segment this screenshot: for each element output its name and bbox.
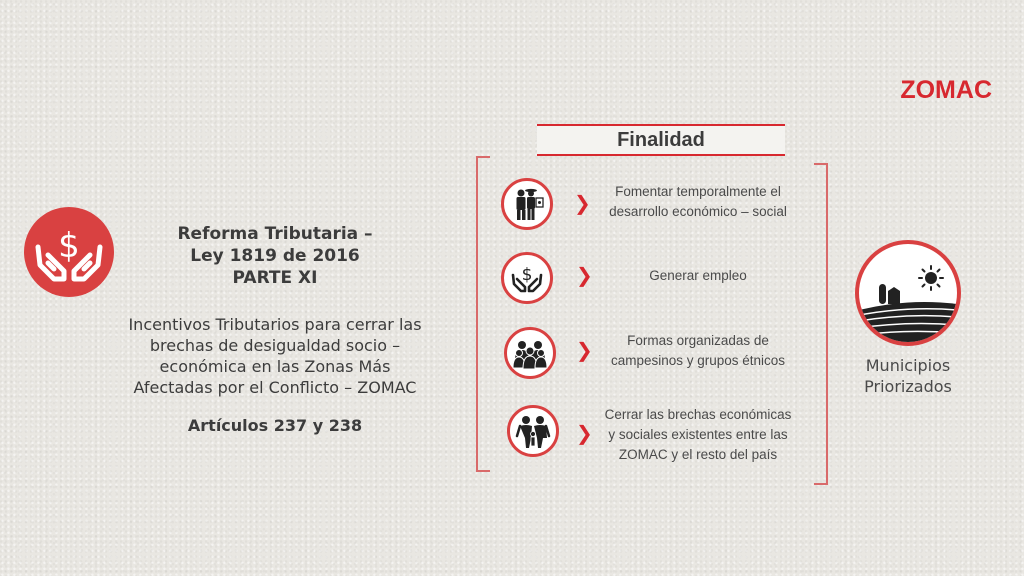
- reform-description: [110, 314, 440, 398]
- right-bracket: [814, 163, 828, 485]
- farm-field-sun-icon: [855, 240, 961, 346]
- municipios-label-line: Priorizados: [864, 377, 952, 396]
- item-text-line: desarrollo económico – social: [609, 204, 787, 219]
- reform-title: [110, 223, 440, 289]
- finalidad-item-1: [592, 182, 804, 222]
- finalidad-header: Finalidad: [537, 124, 785, 156]
- svg-text:$: $: [521, 265, 533, 285]
- reform-title-line: PARTE XI: [232, 268, 318, 288]
- workers-icon: [501, 178, 553, 230]
- finalidad-item-4: [592, 405, 804, 465]
- description-line: Incentivos Tributarios para cerrar las: [128, 315, 422, 334]
- chevron-right-icon: ❯: [576, 338, 593, 362]
- reform-title-line: Reforma Tributaria –: [177, 224, 373, 244]
- item-text-line: Cerrar las brechas económicas: [604, 407, 792, 422]
- item-text-line: ZOMAC y el resto del país: [618, 447, 778, 462]
- item-text-line: campesinos y grupos étnicos: [610, 353, 786, 368]
- item-text-line: Formas organizadas de: [627, 333, 769, 348]
- left-bracket: [476, 156, 490, 472]
- svg-text:$: $: [58, 226, 80, 266]
- description-line: Afectadas por el Conflicto – ZOMAC: [133, 378, 417, 397]
- hands-dollar-icon: [24, 207, 114, 297]
- chevron-right-icon: ❯: [576, 263, 593, 287]
- description-line: económica en las Zonas Más: [159, 357, 391, 376]
- chevron-right-icon: ❯: [574, 191, 591, 215]
- brand-title: ZOMAC: [900, 76, 992, 104]
- item-text-line: Fomentar temporalmente el: [615, 184, 781, 199]
- chevron-right-icon: ❯: [576, 421, 593, 445]
- family-icon: [507, 405, 559, 457]
- hands-dollar-icon: [501, 252, 553, 304]
- finalidad-item-3: [592, 331, 804, 371]
- municipios-label-line: Municipios: [865, 356, 951, 375]
- reform-title-line: Ley 1819 de 2016: [190, 246, 360, 266]
- municipios-label: [840, 355, 976, 397]
- finalidad-item-2: [592, 266, 804, 286]
- item-text-line: y sociales existentes entre las: [608, 427, 788, 442]
- articles-label: Artículos 237 y 238: [187, 416, 363, 435]
- group-people-icon: [504, 327, 556, 379]
- description-line: brechas de desigualdad socio –: [149, 336, 401, 355]
- item-text-line: Generar empleo: [649, 268, 747, 283]
